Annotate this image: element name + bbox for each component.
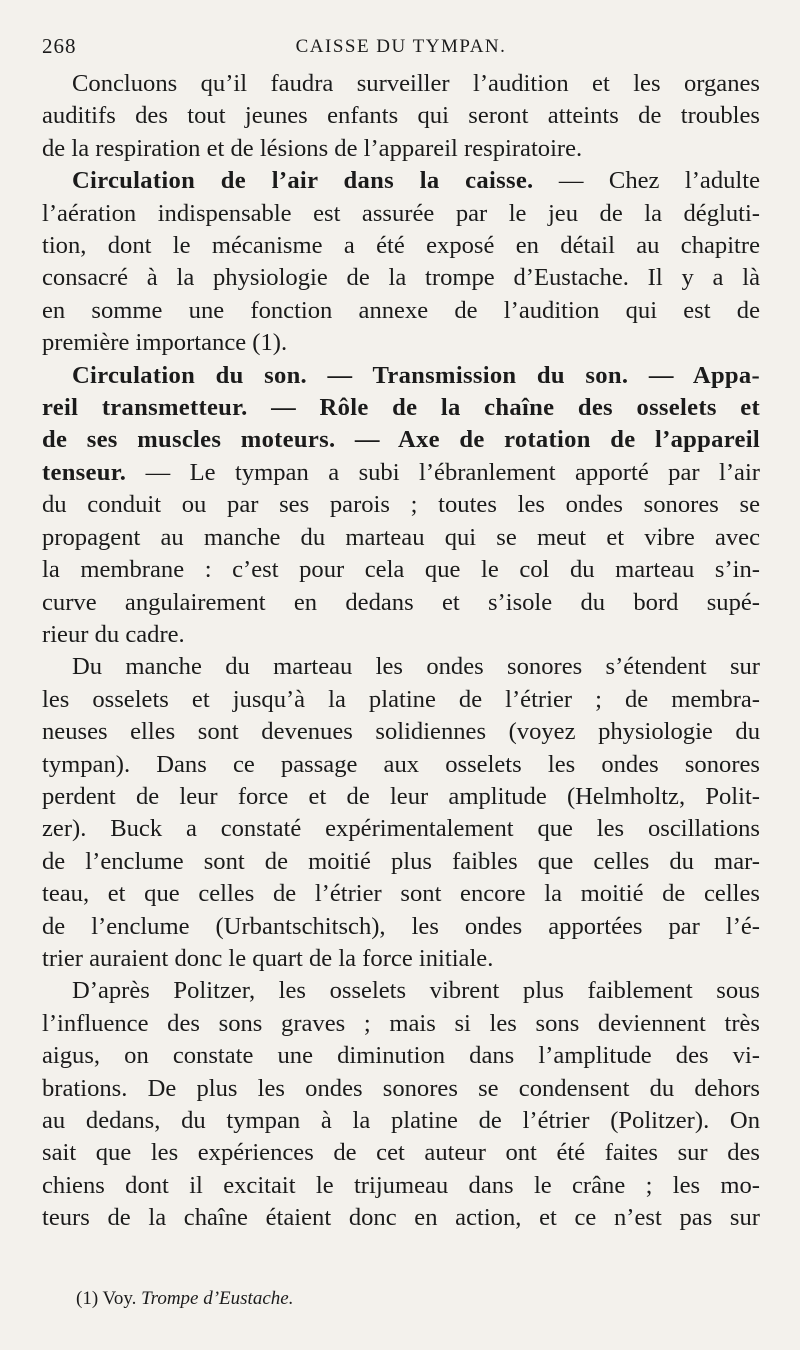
page-number: 268 xyxy=(42,34,77,58)
text-line: de la respiration et de lésions de l’appareil respiratoire. xyxy=(42,134,583,162)
text-line: la membrane : c’est pour cela que le col du marteau s’in- xyxy=(42,556,760,584)
paragraph-ossicles xyxy=(42,651,760,975)
text-line: sait que les expériences de cet auteur ont été faites sur des xyxy=(42,1139,760,1167)
running-title: CAISSE DU TYMPAN. xyxy=(295,36,507,57)
text-line: perdent de leur force et de leur amplitude (Helmholtz, Polit- xyxy=(42,782,760,810)
paragraph-sound-circulation xyxy=(42,360,760,652)
section-heading-line: reil transmetteur. — Rôle de la chaîne des osselets et xyxy=(42,394,760,422)
section-heading-line: de ses muscles moteurs. — Axe de rotation de l’appareil xyxy=(42,426,760,454)
text-line: teau, et que celles de l’étrier sont encore la moitié de celles xyxy=(42,880,760,908)
text-line: les osselets et jusqu’à la platine de l’étrier ; de membra- xyxy=(42,685,760,713)
text-line: du conduit ou par ses parois ; toutes les ondes sonores se xyxy=(42,491,760,519)
text-line: l’aération indispensable est assurée par le jeu de la dégluti- xyxy=(42,199,760,227)
section-heading: Circulation de l’air dans la caisse. xyxy=(72,167,534,195)
text-line: curve angulairement en dedans et s’isole du bord supé- xyxy=(42,588,760,616)
page-header xyxy=(42,28,760,68)
text-line: zer). Buck a constaté expérimentalement que les oscillations xyxy=(42,815,760,843)
footnote xyxy=(76,1288,293,1310)
body-text xyxy=(42,68,760,1235)
text-line: l’influence des sons graves ; mais si les sons deviennent très xyxy=(42,1009,760,1037)
text-line: Du manche du marteau les ondes sonores s’étendent sur xyxy=(72,653,760,681)
footnote-marker: (1) Voy. xyxy=(76,1288,137,1309)
paragraph-politzer xyxy=(42,975,760,1234)
text-line: de l’enclume (Urbantschitsch), les ondes apportées par l’é- xyxy=(42,912,760,940)
text-line: rieur du cadre. xyxy=(42,620,185,648)
text-line: neuses elles sont devenues solidiennes (voyez physiologie du xyxy=(42,718,760,746)
text-line: première importance (1). xyxy=(42,329,288,357)
section-heading-line: tenseur. xyxy=(42,458,127,486)
text-line: consacré à la physiologie de la trompe d’Eustache. Il y a là xyxy=(42,264,760,292)
paragraph-air-circulation xyxy=(42,165,760,359)
text-line: aigus, on constate une diminution dans l’amplitude des vi- xyxy=(42,1042,760,1070)
footnote-reference: Trompe d’Eustache. xyxy=(141,1288,294,1309)
text-line: trier auraient donc le quart de la force initiale. xyxy=(42,944,494,972)
text-line: tympan). Dans ce passage aux osselets les ondes sonores xyxy=(42,750,760,778)
text-line: teurs de la chaîne étaient donc en action, et ce n’est pas sur xyxy=(42,1204,760,1232)
text-line: en somme une fonction annexe de l’audition qui est de xyxy=(42,296,760,324)
section-heading-line: Circulation du son. — Transmission du son. — Appa- xyxy=(72,361,760,389)
text-line: D’après Politzer, les osselets vibrent plus faiblement sous xyxy=(72,977,760,1005)
text-line: chiens dont il excitait le trijumeau dans le crâne ; les mo- xyxy=(42,1171,760,1199)
text-line: Concluons qu’il faudra surveiller l’audition et les organes xyxy=(72,70,760,97)
text-line: tion, dont le mécanisme a été exposé en détail au chapitre xyxy=(42,232,760,260)
text-line: tenseur. — Le tympan a subi l’ébranlement apporté par l’air xyxy=(42,458,760,486)
text-line: auditifs des tout jeunes enfants qui seront atteints de troubles xyxy=(42,102,760,130)
text-line: brations. De plus les ondes sonores se condensent du dehors xyxy=(42,1074,760,1102)
text-line: de l’enclume sont de moitié plus faibles que celles du mar- xyxy=(42,847,760,875)
text-line: Circulation de l’air dans la caisse. — Chez l’adulte xyxy=(72,167,760,195)
text-line: au dedans, du tympan à la platine de l’étrier (Politzer). On xyxy=(42,1107,760,1134)
text-line: propagent au manche du marteau qui se meut et vibre avec xyxy=(42,523,760,551)
paragraph-conclusion xyxy=(42,68,760,165)
